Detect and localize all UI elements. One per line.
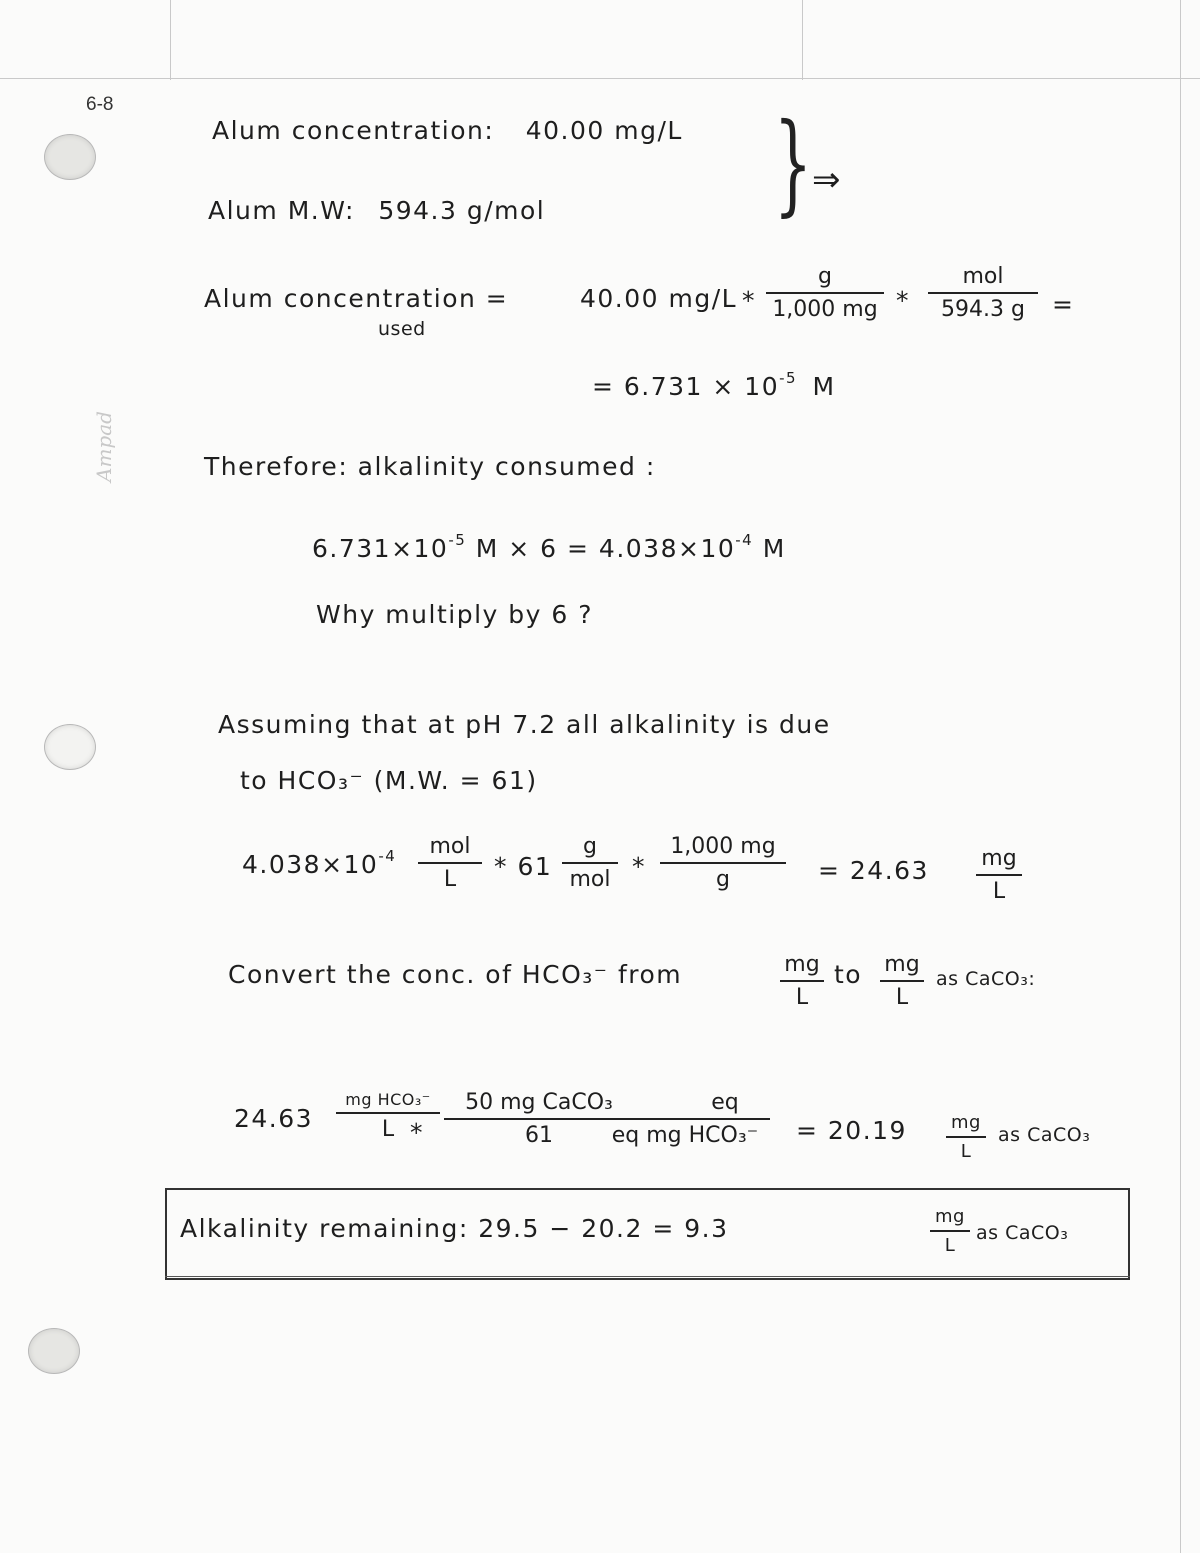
fraction-bar — [660, 862, 786, 864]
calc3-base-text: 4.038×10 — [242, 850, 379, 879]
assumption-line-1: Assuming that at pH 7.2 all alkalinity is due — [218, 710, 831, 739]
calc3-times-2: * — [632, 852, 646, 881]
calc1-term1: 40.00 mg/L — [580, 284, 738, 313]
binder-hole-middle — [44, 724, 96, 770]
therefore-line: Therefore: alkalinity consumed : — [204, 452, 656, 481]
calc4-frac1-den: L — [381, 1117, 395, 1142]
calc1-frac1-num: g — [818, 264, 832, 289]
binder-hole-bottom — [28, 1328, 80, 1374]
calc3-frac1-den: L — [443, 867, 457, 892]
calc4-frac2-den: 61 — [525, 1123, 553, 1148]
calc2-exponent-2: -4 — [735, 531, 754, 549]
calc4-frac3-num: eq — [711, 1090, 739, 1115]
calc1-fraction-mol-per-g — [928, 264, 1038, 322]
fraction-bar — [336, 1112, 440, 1114]
calc4-frac4-den: L — [960, 1141, 972, 1162]
calc2-line — [312, 531, 786, 563]
calc4-frac1-num: mg HCO₃⁻ — [345, 1090, 431, 1109]
convert-unit-1 — [780, 952, 824, 1010]
convert-frac2-num: mg — [884, 952, 920, 977]
final-answer-text: Alkalinity remaining: 29.5 − 20.2 = 9.3 — [180, 1214, 729, 1243]
fraction-bar — [766, 292, 884, 294]
calc4-frac3-den: eq mg HCO₃⁻ — [611, 1123, 759, 1148]
final-answer-unit — [930, 1206, 970, 1256]
implies-arrow: ⇒ — [812, 160, 842, 200]
calc4-fraction-mg-hco3-per-l — [336, 1090, 440, 1142]
binder-hole-top — [44, 134, 96, 180]
calc3-base — [242, 847, 397, 879]
calc3-frac2-den: mol — [569, 867, 611, 892]
calc3-frac4-num: mg — [981, 846, 1017, 871]
calc1-times-1: * — [742, 286, 756, 315]
calc3-fraction-mg-per-g — [660, 834, 786, 892]
calc3-times-61: * 61 — [494, 852, 553, 881]
calc3-frac3-den: g — [716, 867, 730, 892]
calc1-label-text: Alum concentration = — [204, 284, 509, 313]
calc1-frac2-den: 594.3 g — [941, 297, 1025, 322]
fraction-bar — [418, 862, 482, 864]
convert-text-b: to — [834, 960, 863, 989]
alum-concentration-label: Alum concentration: — [212, 116, 495, 145]
fraction-bar — [928, 292, 1038, 294]
calc1-label — [204, 284, 508, 313]
fraction-bar — [780, 980, 824, 982]
calc4-frac4-num: mg — [951, 1112, 981, 1133]
calc3-result-unit — [976, 846, 1022, 904]
margin-line-right — [802, 0, 803, 80]
calc3-frac3-num: 1,000 mg — [670, 834, 776, 859]
calc3-exponent: -4 — [378, 847, 397, 865]
calc4-result: = 20.19 — [796, 1116, 907, 1145]
calc4-frac2-num: 50 mg CaCO₃ — [465, 1090, 613, 1115]
watermark-logo: Ampad — [92, 411, 116, 482]
convert-frac1-num: mg — [784, 952, 820, 977]
calc1-result-base: = 6.731 × 10 — [592, 372, 780, 401]
calc1-frac1-den: 1,000 mg — [772, 297, 878, 322]
calc2-middle: M × 6 = 4.038×10 — [475, 534, 736, 563]
fraction-bar — [562, 862, 618, 864]
calc4-term: 24.63 — [234, 1104, 314, 1133]
calc1-times-2: * — [896, 286, 910, 315]
calc4-result-unit — [946, 1112, 986, 1162]
convert-unit-2 — [880, 952, 924, 1010]
page-number: 6-8 — [86, 94, 114, 115]
calc4-suffix: as CaCO₃ — [998, 1124, 1091, 1146]
margin-line-left — [170, 0, 171, 80]
convert-frac1-den: L — [795, 985, 809, 1010]
calc3-fraction-mol-per-l — [418, 834, 482, 892]
final-frac-den: L — [944, 1235, 956, 1256]
fraction-bar — [946, 1136, 986, 1138]
final-answer-suffix: as CaCO₃ — [976, 1222, 1069, 1244]
calc1-equals: = — [1052, 290, 1075, 319]
calc3-frac2-num: g — [583, 834, 597, 859]
fraction-bar — [930, 1230, 970, 1232]
calc2-base: 6.731×10 — [312, 534, 449, 563]
alum-mw-value: 594.3 g/mol — [378, 196, 546, 225]
calc3-fraction-g-per-mol — [562, 834, 618, 892]
calc1-result — [592, 369, 836, 401]
calc1-frac2-num: mol — [962, 264, 1004, 289]
calc1-result-unit: M — [812, 372, 836, 401]
alum-mw-line — [208, 196, 545, 225]
final-frac-num: mg — [935, 1206, 965, 1227]
fraction-bar — [880, 980, 924, 982]
calc2-exponent-1: -5 — [448, 531, 467, 549]
right-brace: } — [773, 99, 813, 227]
convert-text-a: Convert the conc. of HCO₃⁻ from — [228, 960, 683, 989]
fraction-bar — [600, 1118, 770, 1120]
calc4-times: * — [410, 1118, 424, 1147]
calc1-fraction-g-per-mg — [766, 264, 884, 322]
assumption-line-2: to HCO₃⁻ (M.W. = 61) — [240, 766, 538, 795]
alum-concentration-value: 40.00 mg/L — [525, 116, 683, 145]
margin-line-far-right — [1180, 0, 1181, 1553]
fraction-bar — [976, 874, 1022, 876]
calc3-frac1-num: mol — [429, 834, 471, 859]
calc1-result-exponent: -5 — [779, 369, 798, 387]
calc2-unit: M — [762, 534, 786, 563]
alum-concentration-line — [212, 116, 683, 145]
convert-frac2-den: L — [895, 985, 909, 1010]
convert-text-c: as CaCO₃: — [936, 968, 1036, 990]
calc4-fraction-eq — [600, 1090, 770, 1148]
alum-mw-label: Alum M.W: — [208, 196, 355, 225]
calc1-label-sub: used — [378, 318, 426, 340]
calc3-result: = 24.63 — [818, 856, 929, 885]
question-line: Why multiply by 6 ? — [316, 600, 593, 629]
calc3-frac4-den: L — [992, 879, 1006, 904]
top-rule — [0, 78, 1200, 79]
